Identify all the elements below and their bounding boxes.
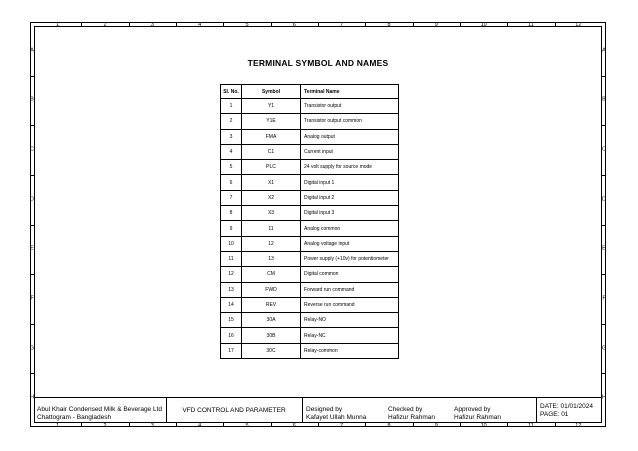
cell-sl-no: 4 (221, 144, 242, 159)
date-page-cell (540, 403, 602, 428)
zone-number-bottom: 2 (103, 422, 107, 429)
zone-number-bottom: 1 (56, 422, 60, 429)
zone-number-top: 10 (480, 21, 487, 28)
zone-tick-top (81, 22, 82, 26)
zone-letter-right: H (602, 394, 606, 401)
zone-letter-left: C (30, 146, 34, 153)
zone-number-top: 2 (103, 21, 107, 28)
cell-terminal-name: Transistor output common (301, 114, 399, 129)
zone-tick-right (602, 274, 606, 275)
zone-tick-left (30, 324, 34, 325)
cell-terminal-name: Transistor output (301, 99, 399, 114)
company-cell (37, 406, 167, 431)
cell-symbol: C1 (242, 144, 301, 159)
zone-number-bottom: 12 (575, 422, 582, 429)
drawing-title-cell (166, 407, 302, 432)
zone-tick-right (602, 76, 606, 77)
zone-letter-right: A (602, 47, 606, 54)
zone-tick-right (602, 225, 606, 226)
table-row (221, 221, 399, 236)
cell-sl-no: 15 (221, 313, 242, 328)
zone-letter-right: D (602, 195, 606, 202)
designed-cell (306, 406, 386, 431)
table-row (221, 282, 399, 297)
cell-symbol: Y1 (242, 99, 301, 114)
cell-terminal-name: 24 volt supply for source mode (301, 160, 399, 175)
table-row (221, 297, 399, 312)
zone-number-bottom: 3 (150, 422, 154, 429)
zone-letter-right: F (602, 295, 606, 302)
zone-number-bottom: 9 (434, 422, 438, 429)
cell-terminal-name: Relay-NC (301, 328, 399, 343)
cell-sl-no: 13 (221, 282, 242, 297)
cell-terminal-name: Current input (301, 144, 399, 159)
table-header-row (221, 85, 399, 99)
zone-number-top: 5 (245, 21, 249, 28)
cell-symbol: X2 (242, 190, 301, 205)
zone-number-bottom: 6 (292, 422, 296, 429)
cell-sl-no: 8 (221, 206, 242, 221)
cell-sl-no: 10 (221, 236, 242, 251)
cell-terminal-name: Relay-NO (301, 313, 399, 328)
zone-tick-top (129, 22, 130, 26)
header-terminal-name: Terminal Name (301, 85, 399, 99)
cell-symbol: X3 (242, 206, 301, 221)
company-location: Chattogram - Bangladesh (37, 414, 112, 421)
page-title: TERMINAL SYMBOL AND NAMES (247, 58, 389, 68)
approved-label: Approved by (454, 406, 491, 413)
cell-sl-no: 2 (221, 114, 242, 129)
cell-terminal-name: Digital input 2 (301, 190, 399, 205)
zone-tick-right (602, 125, 606, 126)
cell-sl-no: 16 (221, 328, 242, 343)
zone-tick-right (602, 324, 606, 325)
cell-symbol: 30C (242, 343, 301, 358)
table-row (221, 175, 399, 190)
zone-number-bottom: 4 (198, 422, 202, 429)
zone-letter-right: C (602, 146, 606, 153)
zone-letter-left: A (30, 47, 34, 54)
table-body (221, 99, 399, 359)
page-number: PAGE: 01 (540, 411, 569, 418)
table-row (221, 236, 399, 251)
table-row (221, 129, 399, 144)
zone-tick-top (176, 22, 177, 26)
zone-number-bottom: 10 (480, 422, 487, 429)
cell-terminal-name: Analog voltage input (301, 236, 399, 251)
approved-cell (454, 406, 534, 431)
cell-sl-no: 14 (221, 297, 242, 312)
table-row (221, 160, 399, 175)
table-row (221, 206, 399, 221)
table-row (221, 144, 399, 159)
table-row (221, 99, 399, 114)
zone-letter-right: G (601, 344, 607, 351)
cell-terminal-name: Digital input 1 (301, 175, 399, 190)
zone-tick-left (30, 125, 34, 126)
cell-terminal-name: Analog common (301, 221, 399, 236)
zone-tick-left (30, 373, 34, 374)
zone-tick-top (413, 22, 414, 26)
checked-cell (388, 406, 450, 431)
zone-number-top: 4 (198, 21, 202, 28)
zone-letter-left: B (30, 96, 34, 103)
terminal-table (220, 84, 399, 359)
cell-symbol: 30A (242, 313, 301, 328)
cell-terminal-name: Reverse run command (301, 297, 399, 312)
table-row (221, 313, 399, 328)
zone-number-bottom: 11 (528, 422, 534, 429)
checked-name: Hafizur Rahman (388, 414, 435, 421)
cell-symbol: Y1E (242, 114, 301, 129)
cell-symbol: 30B (242, 328, 301, 343)
zone-letter-left: E (30, 245, 34, 252)
zone-letter-left: G (29, 344, 35, 351)
cell-symbol: FMA (242, 129, 301, 144)
zone-number-top: 1 (56, 21, 60, 28)
cell-sl-no: 7 (221, 190, 242, 205)
divider (302, 398, 303, 423)
cell-terminal-name: Digital common (301, 267, 399, 282)
zone-letter-right: E (602, 245, 606, 252)
zone-tick-right (602, 373, 606, 374)
zone-tick-top (223, 22, 224, 26)
zone-number-bottom: 8 (387, 422, 391, 429)
zone-number-top: 7 (340, 21, 344, 28)
cell-symbol: 13 (242, 251, 301, 266)
zone-number-top: 12 (575, 21, 582, 28)
cell-terminal-name: Power supply (+10v) for potentiometer (301, 251, 399, 266)
cell-symbol: CM (242, 267, 301, 282)
cell-terminal-name: Forward run command (301, 282, 399, 297)
zone-tick-top (460, 22, 461, 26)
header-sl-no: Sl. No. (221, 85, 242, 99)
table-row (221, 343, 399, 358)
cell-symbol: REV (242, 297, 301, 312)
zone-number-top: 8 (387, 21, 391, 28)
cell-sl-no: 5 (221, 160, 242, 175)
table-row (221, 328, 399, 343)
zone-letter-left: F (30, 295, 34, 302)
designed-label: Designed by (306, 406, 343, 413)
cell-sl-no: 11 (221, 251, 242, 266)
cell-terminal-name: Digital input 3 (301, 206, 399, 221)
zone-number-top: 11 (528, 21, 534, 28)
zone-tick-right (602, 175, 606, 176)
table-row (221, 114, 399, 129)
cell-symbol: 12 (242, 236, 301, 251)
table-row (221, 190, 399, 205)
cell-sl-no: 1 (221, 99, 242, 114)
zone-tick-top (555, 22, 556, 26)
zone-number-top: 3 (150, 21, 154, 28)
approved-name: Hafizur Rahman (454, 414, 501, 421)
header-symbol: Symbol (242, 85, 301, 99)
cell-sl-no: 17 (221, 343, 242, 358)
table-row (221, 251, 399, 266)
cell-sl-no: 6 (221, 175, 242, 190)
cell-symbol: 11 (242, 221, 301, 236)
designed-name: Kafayet Ullah Munna (306, 414, 367, 421)
zone-tick-top (365, 22, 366, 26)
table-row (221, 267, 399, 282)
zone-number-top: 9 (434, 21, 438, 28)
zone-tick-left (30, 76, 34, 77)
divider (536, 398, 537, 423)
cell-symbol: PLC (242, 160, 301, 175)
zone-tick-left (30, 175, 34, 176)
title-block (34, 397, 602, 423)
zone-number-bottom: 7 (340, 422, 344, 429)
zone-letter-right: B (602, 96, 606, 103)
checked-label: Checked by (388, 406, 423, 413)
zone-number-bottom: 5 (245, 422, 249, 429)
zone-tick-top (318, 22, 319, 26)
cell-sl-no: 12 (221, 267, 242, 282)
zone-tick-left (30, 225, 34, 226)
cell-terminal-name: Relay-common (301, 343, 399, 358)
zone-letter-left: H (30, 394, 34, 401)
cell-terminal-name: Analog output (301, 129, 399, 144)
cell-symbol: X1 (242, 175, 301, 190)
date-text: DATE: 01/01/2024 (540, 403, 593, 410)
zone-number-top: 6 (292, 21, 296, 28)
zone-letter-left: D (30, 195, 34, 202)
zone-tick-left (30, 274, 34, 275)
zone-tick-top (507, 22, 508, 26)
cell-sl-no: 3 (221, 129, 242, 144)
drawing-title: VFD CONTROL AND PARAMETER (182, 407, 286, 414)
cell-sl-no: 9 (221, 221, 242, 236)
cell-symbol: FWD (242, 282, 301, 297)
zone-tick-top (271, 22, 272, 26)
company-name: Abul Khair Condensed Milk & Beverage Ltd (37, 406, 163, 413)
